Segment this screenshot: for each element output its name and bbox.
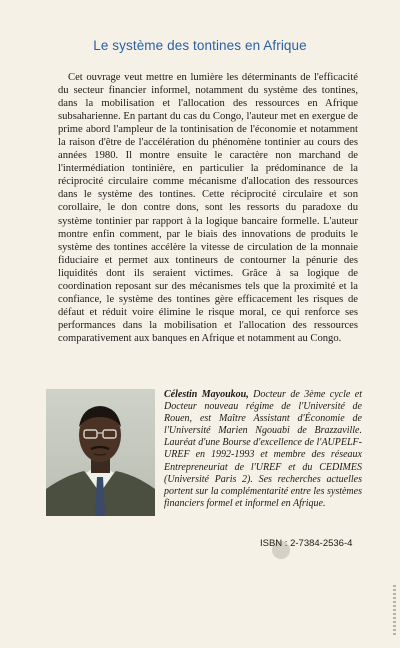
isbn: ISBN : 2-7384-2536-4: [260, 538, 353, 549]
book-abstract: [58, 71, 358, 345]
book-title: Le système des tontines en Afrique: [93, 38, 307, 53]
author-photo: [46, 389, 155, 516]
author-name: Célestin Mayoukou,: [164, 389, 249, 400]
author-bio: [164, 389, 362, 510]
abstract-text: Cet ouvrage veut mettre en lumière les déterminants de l'efficacité du secteur financier informel, notamment du système des tontines, dans la mobilisation et l'allocation des ressources en Afrique subsaharienne. En partant du cas du Congo, l'auteur met en exergue de prime abord l'ampleur de la tontinisation de l'économie et notamment la raison d'être de l'accélération du phénomène tontinier au cours des années 1980. Il montre ensuite le caractère non marchand de l'intermédiation tontinière, en particulier la prédominance de la réciprocité circulaire comme mécanisme d'allocation des ressources dans le système des tontines. Cette réciprocité circulaire et son corollaire, le don contre dons, sont les ressorts du paradoxe du système tontinier par rapport à la logique bancaire formelle. L'auteur montre enfin comment, par le biais des innovations de produits le système des tontines accélère la vitesse de circulation de la monnaie fiduciaire et permet aux tontineurs de contourner la pénurie des liquidités dont ils seraient victimes. Grâce à sa logique de coordination reposant sur des mécanismes tels que la proximité et la confiance, le système des tontines gère efficacement les risques de défaut et réduit voire élimine le risque moral, ce qui renforce ses performances dans la mobilisation et l'allocation des ressources comparativement aux banques en Afrique et notamment au Congo.: [58, 72, 358, 344]
author-bio-text: Docteur de 3ème cycle et Docteur nouveau régime de l'Université de Rouen, est Maître Assistant d'Économie de l'Université Marien Ngouabi de Brazzaville. Lauréat d'une Bourse d'excellence de l'AUPELF-UREF en 1992-1993 et membre des réseaux Entrepreneuriat de l'UREF et du CEDIMES (Université Paris 2). Ses recherches actuelles portent sur la complémentarité entre les systèmes financiers formel et informel en Afrique.: [164, 389, 362, 509]
barcode-edge: [393, 585, 396, 635]
author-portrait-image: [46, 389, 155, 516]
